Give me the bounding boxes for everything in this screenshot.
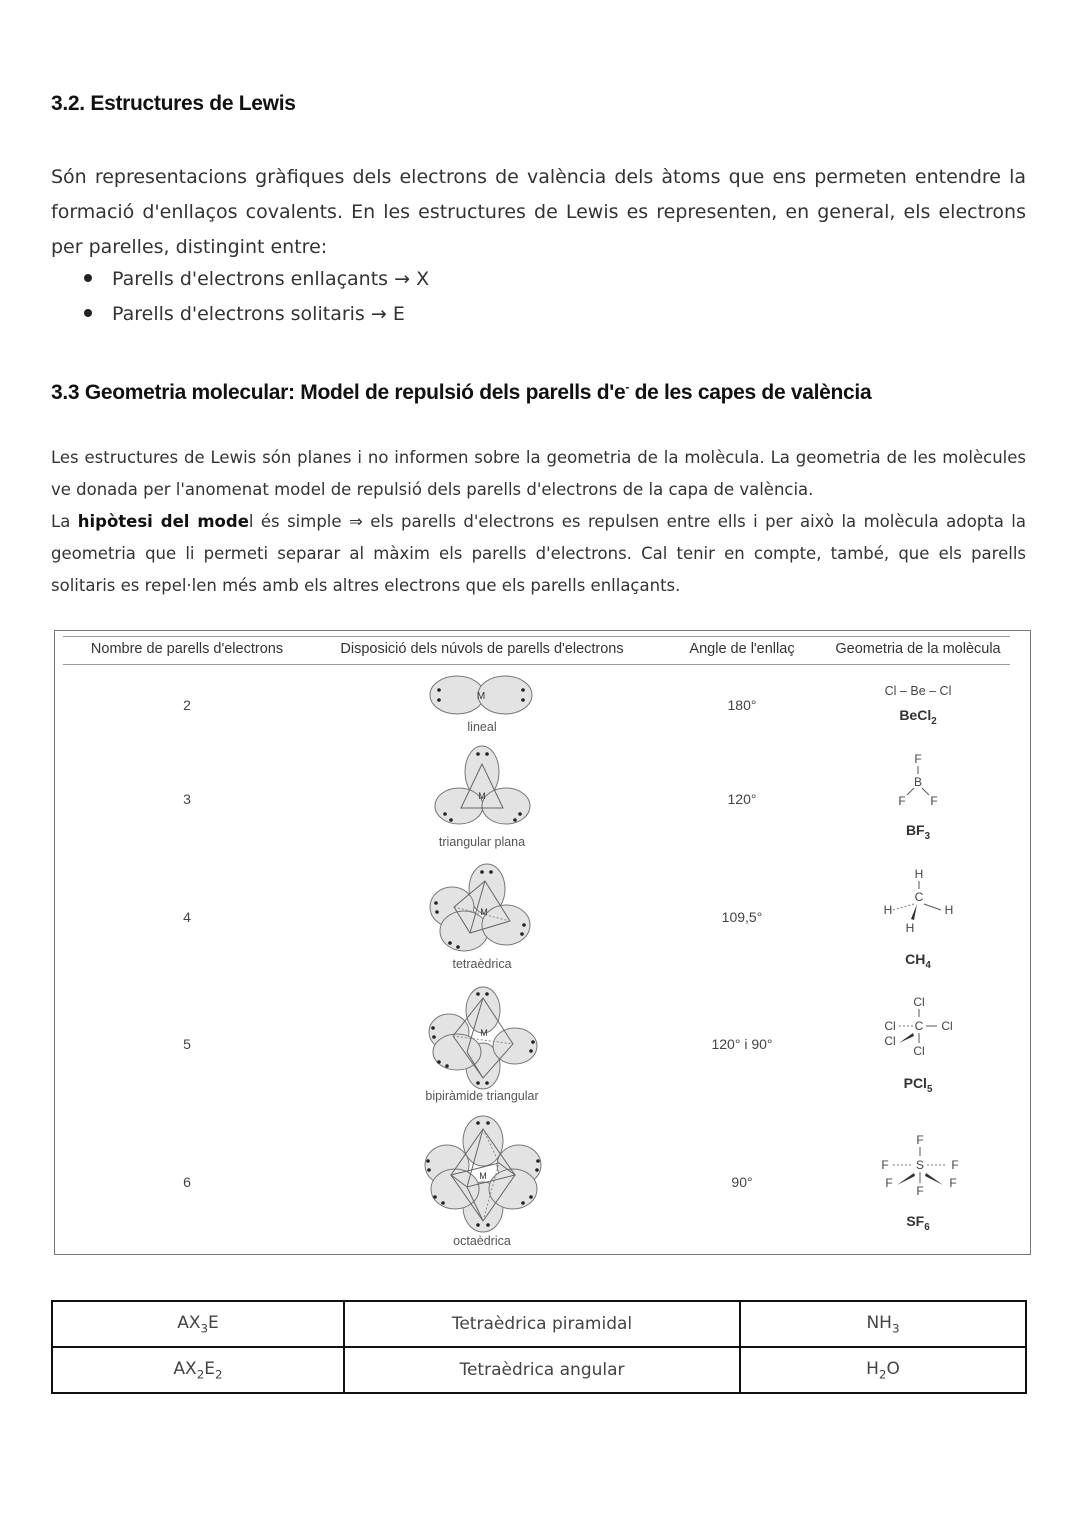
center-atom-label: M bbox=[478, 791, 486, 801]
linear-orbital-icon bbox=[427, 671, 537, 719]
pairs-count: 2 bbox=[183, 697, 191, 713]
vsepr-paragraph-lead: La bbox=[51, 512, 78, 531]
svg-text:F: F bbox=[885, 1176, 893, 1190]
formula-subscript: 6 bbox=[924, 1221, 930, 1233]
lewis-structure-bf3 bbox=[893, 751, 943, 811]
pairs-count: 6 bbox=[183, 1174, 191, 1190]
pairs-count: 4 bbox=[183, 909, 191, 925]
table-row bbox=[52, 1301, 1026, 1347]
lewis-structure-sf6 bbox=[877, 1131, 963, 1207]
vsepr-paragraph-rest: l és simple ⇒ els parells d'electrons es repulsen entre ells i per això la molècula adopta la geometria que li permeti separar al màxim els parells d'electrons. Cal tenir en compte, també, que els parells solitaris es repel·len més amb els altres electrons que els parells enllaçants. bbox=[51, 512, 1026, 595]
table-row bbox=[52, 1347, 1026, 1393]
bullet-dot-icon bbox=[84, 309, 92, 317]
center-atom-label: M bbox=[480, 1028, 488, 1038]
section-heading-vsepr bbox=[51, 380, 871, 405]
trigonal-planar-orbital-icon bbox=[435, 744, 535, 834]
svg-text:F: F bbox=[916, 1184, 924, 1198]
shape-caption: octaèdrica bbox=[453, 1234, 511, 1248]
center-atom-label: M bbox=[480, 907, 488, 917]
axe-geometry-table bbox=[51, 1300, 1027, 1394]
center-atom-label: M bbox=[476, 691, 486, 702]
table-top-rule bbox=[63, 636, 1010, 637]
bond-angle: 120° i 90° bbox=[711, 1036, 773, 1052]
svg-text:Cl: Cl bbox=[913, 995, 925, 1009]
svg-text:S: S bbox=[915, 1158, 925, 1172]
svg-text:F: F bbox=[916, 1133, 924, 1147]
shape-caption: lineal bbox=[467, 720, 497, 734]
col-header-geometry: Geometria de la molècula bbox=[835, 641, 1001, 657]
formula-text: BeCl bbox=[899, 707, 932, 723]
vsepr-hypothesis-bold: hipòtesi del mode bbox=[77, 512, 249, 531]
col-header-angle: Angle de l'enllaç bbox=[689, 641, 795, 657]
molecule-cell: $H_2O$ bbox=[740, 1347, 1026, 1393]
vsepr-paragraph-line1: Les estructures de Lewis són planes i no informen sobre la geometria de la molècula. La geometria de les molècules ve donada per l'anomenat model de repulsió dels parells d'electrons de la capa de valència. bbox=[51, 448, 1026, 499]
svg-text:Cl: Cl bbox=[884, 1034, 896, 1048]
svg-text:C: C bbox=[914, 890, 924, 904]
lewis-structure-ch4 bbox=[883, 864, 959, 944]
formula-text: SF bbox=[906, 1213, 925, 1229]
lewis-structure-pcl5 bbox=[879, 993, 959, 1071]
svg-text:H: H bbox=[944, 903, 954, 917]
svg-text:F: F bbox=[914, 752, 922, 766]
formula-text: PCl bbox=[903, 1075, 927, 1091]
svg-text:H: H bbox=[883, 903, 893, 917]
table-header-rule bbox=[63, 664, 1010, 665]
svg-text:H: H bbox=[914, 867, 924, 881]
pairs-count: 5 bbox=[183, 1036, 191, 1052]
bullet-dot-icon bbox=[84, 274, 92, 282]
svg-text:C: C bbox=[914, 1019, 924, 1033]
geometry-cell: Tetraèdrica piramidal bbox=[344, 1301, 740, 1347]
svg-text:Cl: Cl bbox=[941, 1019, 953, 1033]
shape-caption: tetraèdrica bbox=[452, 957, 512, 971]
formula-ch4 bbox=[905, 951, 931, 971]
svg-text:Cl: Cl bbox=[884, 1019, 896, 1033]
molecule-cell: $NH_3$ bbox=[740, 1301, 1026, 1347]
geometry-cell: Tetraèdrica angular bbox=[344, 1347, 740, 1393]
bond-angle: 109,5° bbox=[721, 909, 763, 925]
formula-subscript: 3 bbox=[924, 830, 931, 842]
svg-text:F: F bbox=[930, 794, 938, 808]
bond-angle: 120° bbox=[727, 791, 757, 807]
section-heading-lewis: 3.2. Estructures de Lewis bbox=[51, 92, 296, 115]
formula-text: BF bbox=[905, 822, 925, 838]
bullet-item bbox=[84, 303, 405, 325]
svg-text:Cl: Cl bbox=[913, 1044, 925, 1058]
bond-angle: 180° bbox=[727, 697, 757, 713]
heading-part1: 3.3 Geometria molecular: Model de repulsió dels parells d'e bbox=[51, 381, 626, 404]
bullet-text: Parells d'electrons enllaçants → X bbox=[112, 268, 430, 290]
formula-subscript: 2 bbox=[931, 715, 937, 727]
shape-caption: triangular plana bbox=[438, 835, 526, 849]
heading-part2: de les capes de valència bbox=[629, 381, 872, 404]
formula-becl2 bbox=[899, 707, 936, 727]
tetrahedral-orbital-icon bbox=[430, 863, 535, 955]
shape-caption: bipiràmide triangular bbox=[425, 1089, 539, 1103]
col-header-arrangement: Disposició dels núvols de parells d'electrons bbox=[340, 641, 624, 657]
col-header-pairs: Nombre de parells d'electrons bbox=[90, 641, 284, 657]
svg-text:F: F bbox=[951, 1158, 959, 1172]
formula-sf6 bbox=[906, 1213, 929, 1233]
octahedral-orbital-icon bbox=[423, 1115, 543, 1233]
vsepr-paragraph bbox=[51, 442, 1026, 602]
svg-text:F: F bbox=[949, 1176, 957, 1190]
svg-text:F: F bbox=[881, 1158, 889, 1172]
formula-pcl5 bbox=[904, 1075, 933, 1095]
center-atom-label: M bbox=[479, 1171, 487, 1181]
trigonal-bipyramidal-orbital-icon bbox=[427, 986, 539, 1090]
svg-text:B: B bbox=[913, 775, 923, 789]
lewis-paragraph: Són representacions gràfiques dels electrons de valència dels àtoms que ens permeten entendre la formació d'enllaços covalents. En les estructures de Lewis es representen, en general, els electrons per parelles, distingint entre: bbox=[51, 166, 1026, 258]
svg-text:H: H bbox=[905, 921, 915, 935]
vsepr-geometry-table bbox=[54, 630, 1031, 1255]
lewis-structure-becl2: Cl – Be – Cl bbox=[884, 684, 952, 698]
heading-sup: - bbox=[625, 380, 630, 394]
formula-text: CH bbox=[905, 951, 926, 967]
formula-bf3 bbox=[906, 822, 930, 842]
formula-subscript: 5 bbox=[926, 1083, 933, 1095]
bullet-text: Parells d'electrons solitaris → E bbox=[112, 303, 405, 325]
bullet-item bbox=[84, 268, 429, 290]
pairs-count: 3 bbox=[183, 791, 191, 807]
svg-text:F: F bbox=[898, 794, 906, 808]
axe-type-cell: $AX_2E_2$ bbox=[52, 1347, 344, 1393]
bond-angle: 90° bbox=[731, 1174, 753, 1190]
axe-type-cell: $AX_3E$ bbox=[52, 1301, 344, 1347]
formula-subscript: 4 bbox=[925, 959, 931, 971]
